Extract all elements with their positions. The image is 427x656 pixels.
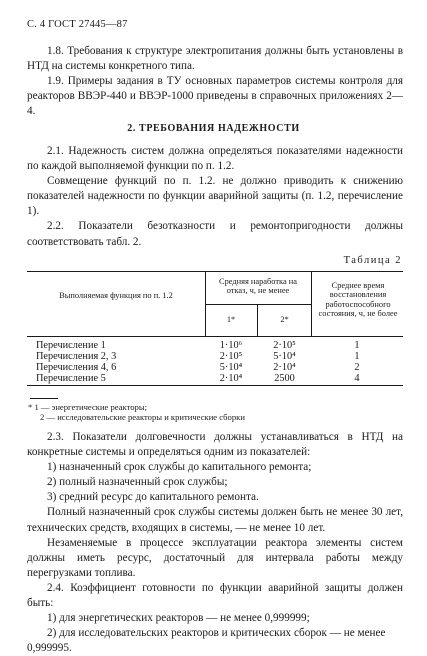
list-item-1: 1) назначенный срок службы до капитального ремонта; — [47, 461, 312, 474]
table-top-rule — [27, 271, 403, 272]
table-row-4-v3: 4 — [354, 373, 360, 384]
table-row-2-v3: 1 — [354, 351, 360, 362]
table-row-1-v1: 1·10⁶ — [219, 340, 243, 351]
table-col1-header: Выполняемая функция по п. 1.2 — [59, 291, 173, 300]
table-col3-header: Среднее время восстановления работоспособного состояния, ч, не более — [318, 281, 398, 319]
table-col2-header: Средняя наработка на отказ, ч, не менее — [219, 277, 297, 296]
section-title: 2. ТРЕБОВАНИЯ НАДЕЖНОСТИ — [127, 123, 300, 134]
list-item-3: 3) средний ресурс до капитального ремонта. — [47, 491, 259, 504]
table-row-3-v2: 2·10⁴ — [273, 362, 296, 373]
table-row-1-func: Перечисление 1 — [36, 340, 106, 351]
paragraph-1-9: 1.9. Примеры задания в ТУ основных параметров системы контроля для реакторов ВВЭР-440 и ВВЭР-1000 приведены в справочных приложениях 2—4. — [27, 75, 403, 118]
table-bottom-rule — [27, 385, 403, 386]
availability-item-2: 2) для исследовательских реакторов и критических сборок — не менее 0,999995. — [27, 627, 386, 655]
list-item-2: 2) полный назначенный срок службы; — [47, 476, 228, 489]
table-row-2-v2: 5·10⁴ — [273, 351, 296, 362]
intro-block — [27, 44, 403, 119]
availability-item-1: 1) для энергетических реакторов — не менее 0,999999; — [47, 612, 310, 625]
table-col2-sub1: 1* — [226, 315, 236, 324]
table-row-4-v1: 2·10⁴ — [219, 373, 243, 384]
table-col2-sub2: 2* — [280, 315, 289, 324]
paragraph-2-4: 2.4. Коэффициент готовности по функции аварийной защиты должен быть: — [27, 581, 403, 610]
table-row-3-v3: 2 — [354, 362, 360, 373]
after-table-block — [27, 430, 403, 656]
section-2-block — [27, 144, 403, 250]
paragraph-2-1: 2.1. Надежность систем должна определяться показателями надежности по каждой выполняемой функции по п. 1.2. — [27, 145, 403, 173]
footnote-2: 2 — исследовательские реакторы и критические сборки — [40, 412, 245, 422]
table-subheader-rule — [205, 304, 311, 305]
table-row-2-func: Перечисления 2, 3 — [36, 351, 117, 362]
paragraph-service-life: Полный назначенный срок службы системы должен быть не менее 30 лет, технических средств, входящих в системы, — не менее 10 лет. — [27, 506, 403, 534]
footnote-1: * 1 — энергетические реакторы; — [28, 402, 148, 412]
table-row-3-v1: 5·10⁴ — [219, 362, 243, 373]
table-row-1-v2: 2·10⁵ — [273, 340, 296, 351]
table-row-4-v2: 2500 — [274, 373, 295, 384]
table-row-3-func: Перечисления 4, 6 — [36, 362, 117, 373]
page-header: С. 4 ГОСТ 27445—87 — [27, 19, 128, 30]
table-col-divider-2 — [311, 271, 312, 336]
table-row-2-v1: 2·10⁵ — [219, 351, 243, 362]
table-header-rule — [27, 336, 403, 337]
table-row-4-func: Перечисление 5 — [36, 373, 106, 384]
paragraph-2-3: 2.3. Показатели долговечности должны устанавливаться в НТД на конкретные системы и определяться одним из показателей: — [27, 431, 403, 459]
table-row-1-v3: 1 — [354, 340, 360, 351]
paragraph-1-8: 1.8. Требования к структуре электропитания должны быть установлены в НТД на системы конкретного типа. — [27, 45, 403, 73]
paragraph-2-2: 2.2. Показатели безотказности и ремонтопригодности должны соответствовать табл. 2. — [27, 220, 403, 248]
paragraph-combination: Совмещение функций по п. 1.2. не должно приводить к снижению показателей надежности по функции аварийной защиты (п. 1.2, перечисление 1). — [27, 175, 403, 218]
paragraph-irreplaceable: Незаменяемые в процессе эксплуатации реактора элементы систем должны иметь ресурс, достаточный для интервала работы между перегрузками топлива. — [27, 536, 403, 579]
table-caption: Таблица 2 — [343, 255, 402, 266]
footnote-rule — [30, 398, 58, 399]
